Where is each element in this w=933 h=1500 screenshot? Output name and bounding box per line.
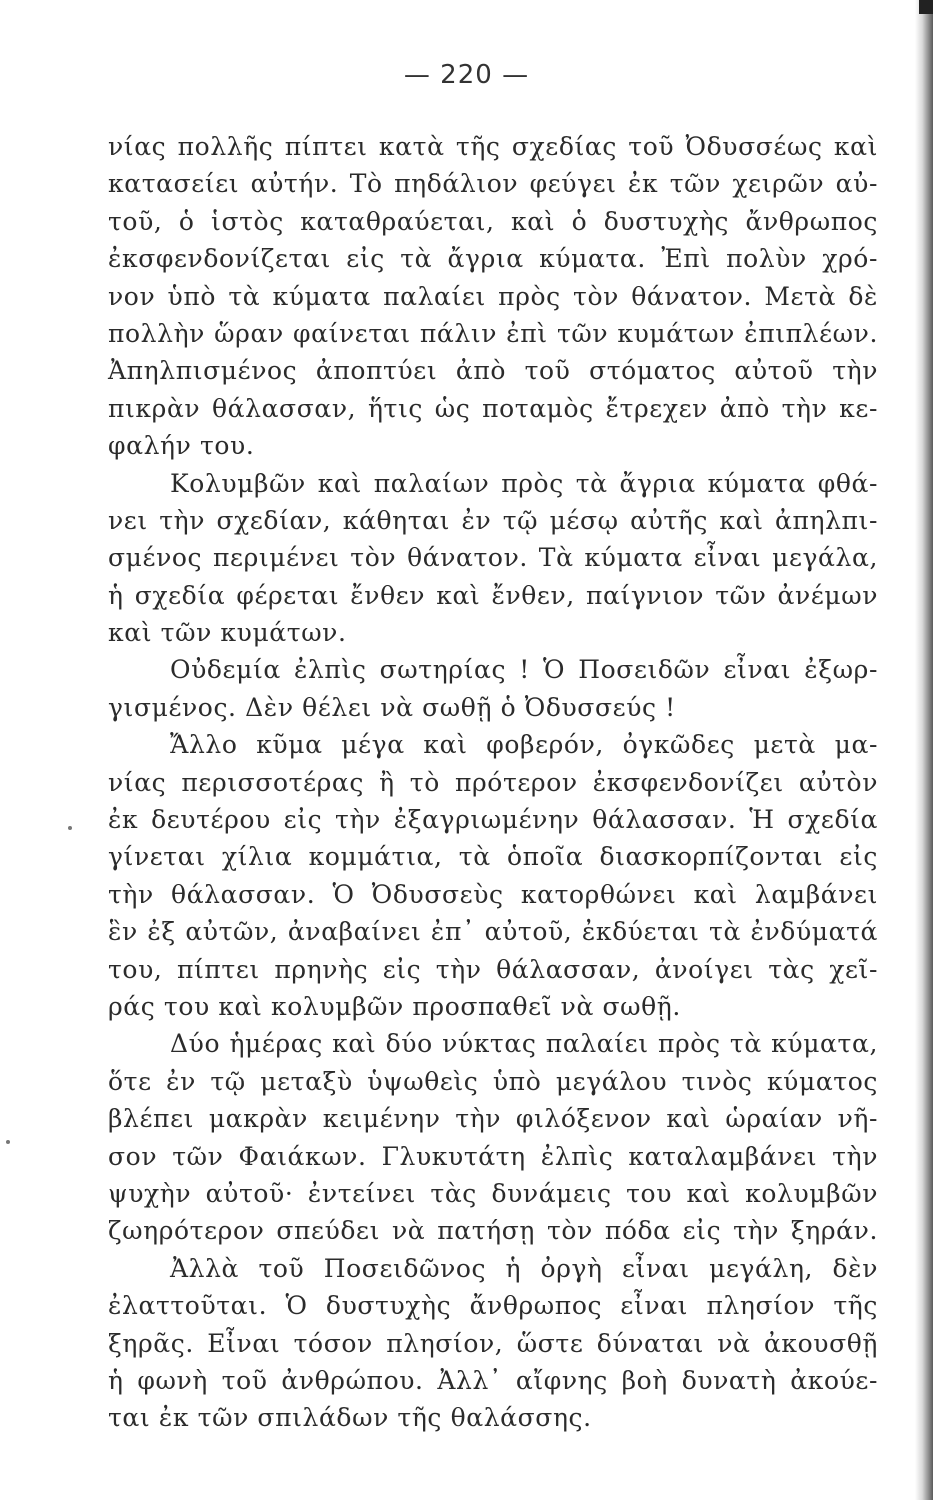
text-line: κατασείει αὐτήν. Τὸ πηδάλιον φεύγει ἐκ τῶν χειρῶν αὐ- bbox=[108, 169, 878, 199]
paragraph-start: Οὐδεμία ἐλπὶς σωτηρίας ! Ὁ Ποσειδῶν εἶναι ἐξωρ- bbox=[170, 655, 878, 685]
print-speck bbox=[6, 1140, 10, 1144]
text-line: σον τῶν Φαιάκων. Γλυκυτάτη ἐλπὶς καταλαμβάνει τὴν bbox=[108, 1141, 878, 1171]
text-line: ἡ σχεδία φέρεται ἔνθεν καὶ ἔνθεν, παίγνιον τῶν ἀνέμων bbox=[108, 580, 878, 610]
text-line: γισμένος. Δὲν θέλει νὰ σωθῇ ὁ Ὀδυσσεύς ! bbox=[108, 692, 676, 722]
print-speck bbox=[68, 826, 72, 830]
text-line: καὶ τῶν κυμάτων. bbox=[108, 618, 347, 648]
text-line: ξηρᾶς. Εἶναι τόσον πλησίον, ὥστε δύναται νὰ ἀκουσθῇ bbox=[108, 1328, 878, 1358]
text-line: νίας πολλῆς πίπτει κατὰ τῆς σχεδίας τοῦ Ὀδυσσέως καὶ bbox=[108, 132, 878, 161]
text-line: ὅτε ἐν τῷ μεταξὺ ὑψωθεὶς ὑπὸ μεγάλου τινὸς κύματος bbox=[108, 1066, 878, 1096]
text-line: ἐκσφενδονίζεται εἰς τὰ ἄγρια κύματα. Ἐπὶ πολὺν χρό- bbox=[108, 244, 878, 274]
page-number: — 220 — bbox=[403, 60, 530, 90]
text-line: ἡ φωνὴ τοῦ ἀνθρώπου. Ἀλλ᾽ αἴφνης βοὴ δυνατὴ ἀκούε- bbox=[108, 1365, 878, 1395]
text-line: νει τὴν σχεδίαν, κάθηται ἐν τῷ μέσῳ αὐτῆς καὶ ἀπηλπι- bbox=[108, 505, 878, 535]
text-line: ἓν ἐξ αὐτῶν, ἀναβαίνει ἐπ᾽ αὐτοῦ, ἐκδύεται τὰ ἐνδύματά bbox=[108, 917, 878, 947]
text-line: ζωηρότερον σπεύδει νὰ πατήσῃ τὸν πόδα εἰς τὴν ξηράν. bbox=[108, 1216, 878, 1246]
text-line: Ἀπηλπισμένος ἀποπτύει ἀπὸ τοῦ στόματος αὐτοῦ τὴν bbox=[108, 356, 878, 386]
text-line: πικρὰν θάλασσαν, ἥτις ὡς ποταμὸς ἔτρεχεν ἀπὸ τὴν κε- bbox=[108, 393, 878, 423]
text-line: βλέπει μακρὰν κειμένην τὴν φιλόξενον καὶ ὡραίαν νῆ- bbox=[108, 1104, 878, 1134]
paragraph-start: Ἄλλο κῦμα μέγα καὶ φοβερόν, ὀγκῶδες μετὰ μα- bbox=[170, 730, 878, 760]
page-edge-shadow bbox=[915, 0, 933, 1500]
page-corner-mark bbox=[919, 0, 933, 14]
text-line: του, πίπτει πρηνὴς εἰς τὴν θάλασσαν, ἀνοίγει τὰς χεῖ- bbox=[108, 954, 878, 984]
text-line: ράς του καὶ κολυμβῶν προσπαθεῖ νὰ σωθῇ. bbox=[108, 991, 681, 1021]
text-line: νον ὑπὸ τὰ κύματα παλαίει πρὸς τὸν θάνατον. Μετὰ δὲ bbox=[108, 281, 878, 311]
text-line: ται ἐκ τῶν σπιλάδων τῆς θαλάσσης. bbox=[108, 1403, 592, 1433]
text-line: νίας περισσοτέρας ἢ τὸ πρότερον ἐκσφενδονίζει αὐτὸν bbox=[108, 767, 878, 797]
text-line: τὴν θάλασσαν. Ὁ Ὀδυσσεὺς κατορθώνει καὶ λαμβάνει bbox=[108, 879, 878, 909]
text-line: ἐλαττοῦται. Ὁ δυστυχὴς ἄνθρωπος εἶναι πλησίον τῆς bbox=[108, 1291, 878, 1321]
text-line: τοῦ, ὁ ἱστὸς καταθραύεται, καὶ ὁ δυστυχὴς ἄνθρωπος bbox=[108, 206, 878, 236]
text-line: φαλήν του. bbox=[108, 431, 255, 461]
text-line: γίνεται χίλια κομμάτια, τὰ ὁποῖα διασκορπίζονται εἰς bbox=[108, 842, 878, 872]
paragraph-start: Κολυμβῶν καὶ παλαίων πρὸς τὰ ἄγρια κύματα φθά- bbox=[170, 468, 878, 498]
paragraph-start: Ἀλλὰ τοῦ Ποσειδῶνος ἡ ὀργὴ εἶναι μεγάλη, δὲν bbox=[170, 1253, 878, 1283]
text-line: ψυχὴν αὐτοῦ· ἐντείνει τὰς δυνάμεις του καὶ κολυμβῶν bbox=[108, 1178, 878, 1208]
text-line: σμένος περιμένει τὸν θάνατον. Τὰ κύματα εἶναι μεγάλα, bbox=[108, 543, 878, 573]
text-line: πολλὴν ὥραν φαίνεται πάλιν ἐπὶ τῶν κυμάτων ἐπιπλέων. bbox=[108, 318, 878, 348]
body-text bbox=[108, 128, 878, 1437]
text-line: ἐκ δευτέρου εἰς τὴν ἐξαγριωμένην θάλασσαν. Ἡ σχεδία bbox=[108, 805, 878, 835]
paragraph-start: Δύο ἡμέρας καὶ δύο νύκτας παλαίει πρὸς τὰ κύματα, bbox=[170, 1029, 878, 1059]
